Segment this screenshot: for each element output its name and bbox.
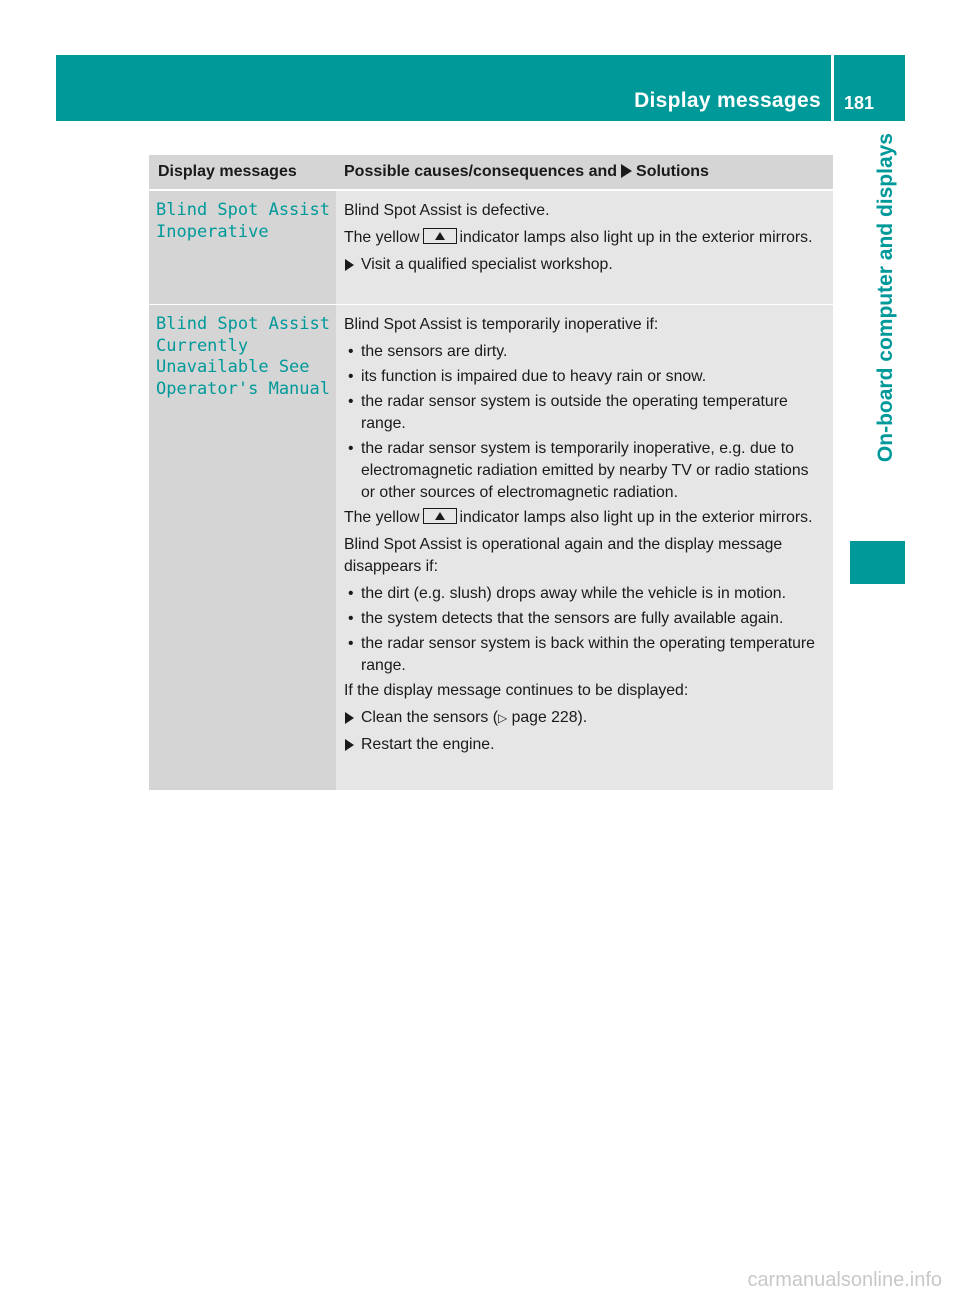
chapter-title: On-board computer and displays xyxy=(873,133,897,463)
column-header-messages: Display messages xyxy=(158,163,297,180)
message-line: Inoperative xyxy=(156,221,269,242)
solutions-cell xyxy=(336,191,833,304)
display-message-cell xyxy=(149,191,336,304)
indicator-note xyxy=(344,507,825,529)
header-text-solutions: Solutions xyxy=(636,163,709,180)
indicator-note xyxy=(344,227,825,249)
action-step: Restart the engine. xyxy=(344,734,825,756)
message-line: Blind Spot Assist xyxy=(156,314,330,334)
persist-intro: If the display message continues to be displayed: xyxy=(344,682,689,699)
message-line: Blind Spot Assist xyxy=(156,200,330,220)
header-text-causes: Possible causes/consequences and xyxy=(344,163,618,180)
cause-bullet: • the radar sensor system is outside the operating temperature range. xyxy=(344,391,825,435)
table-row xyxy=(149,190,833,304)
action-step: Visit a qualified specialist workshop. xyxy=(344,254,825,276)
blind-spot-warning-icon xyxy=(423,228,457,244)
indicator-note-b: indicator lamps also light up in the exterior mirrors. xyxy=(459,229,813,246)
blind-spot-warning-icon xyxy=(423,508,457,524)
indicator-note-a: The yellow xyxy=(344,229,420,246)
watermark: carmanualsonline.info xyxy=(747,1269,942,1291)
action-arrow-icon xyxy=(621,164,632,178)
page-number: 181 xyxy=(844,93,875,113)
indicator-note-a: The yellow xyxy=(344,509,420,526)
action-text-b[interactable]: page 228). xyxy=(507,709,588,726)
message-line: Unavailable See xyxy=(156,357,310,377)
recovery-bullet: • the radar sensor system is back within the operating temperature range. xyxy=(344,633,825,677)
action-step xyxy=(344,707,825,729)
page-ref-icon: ▷ xyxy=(497,711,508,725)
recovery-intro: Blind Spot Assist is operational again and the display message disappears if: xyxy=(344,536,783,575)
header-divider xyxy=(831,55,834,121)
chapter-marker xyxy=(850,541,905,584)
recovery-bullet: • the system detects that the sensors are fully available again. xyxy=(344,608,825,630)
chapter-tab xyxy=(850,121,905,541)
display-messages-table xyxy=(149,155,833,790)
cause-bullet: • the radar sensor system is temporarily inoperative, e.g. due to electromagnetic radiation emitted by nearby TV or radio stations or other sources of electromagnetic radiation. xyxy=(344,438,825,504)
table-header xyxy=(149,155,833,190)
display-message-cell xyxy=(149,305,336,790)
column-header-solutions xyxy=(336,155,833,189)
cause-intro: Blind Spot Assist is temporarily inoperative if: xyxy=(344,316,659,333)
cause-text: Blind Spot Assist is defective. xyxy=(344,202,550,219)
page-header xyxy=(56,55,905,121)
cause-bullet: • its function is impaired due to heavy rain or snow. xyxy=(344,366,825,388)
action-text-a: Clean the sensors ( xyxy=(361,709,498,726)
table-row xyxy=(149,304,833,790)
section-title: Display messages xyxy=(634,89,821,112)
message-line: Currently xyxy=(156,335,249,356)
message-line: Operator's Manual xyxy=(156,378,330,399)
indicator-note-b: indicator lamps also light up in the exterior mirrors. xyxy=(459,509,813,526)
solutions-cell xyxy=(336,305,833,790)
recovery-bullet: • the dirt (e.g. slush) drops away while the vehicle is in motion. xyxy=(344,583,825,605)
cause-bullet: • the sensors are dirty. xyxy=(344,341,825,363)
